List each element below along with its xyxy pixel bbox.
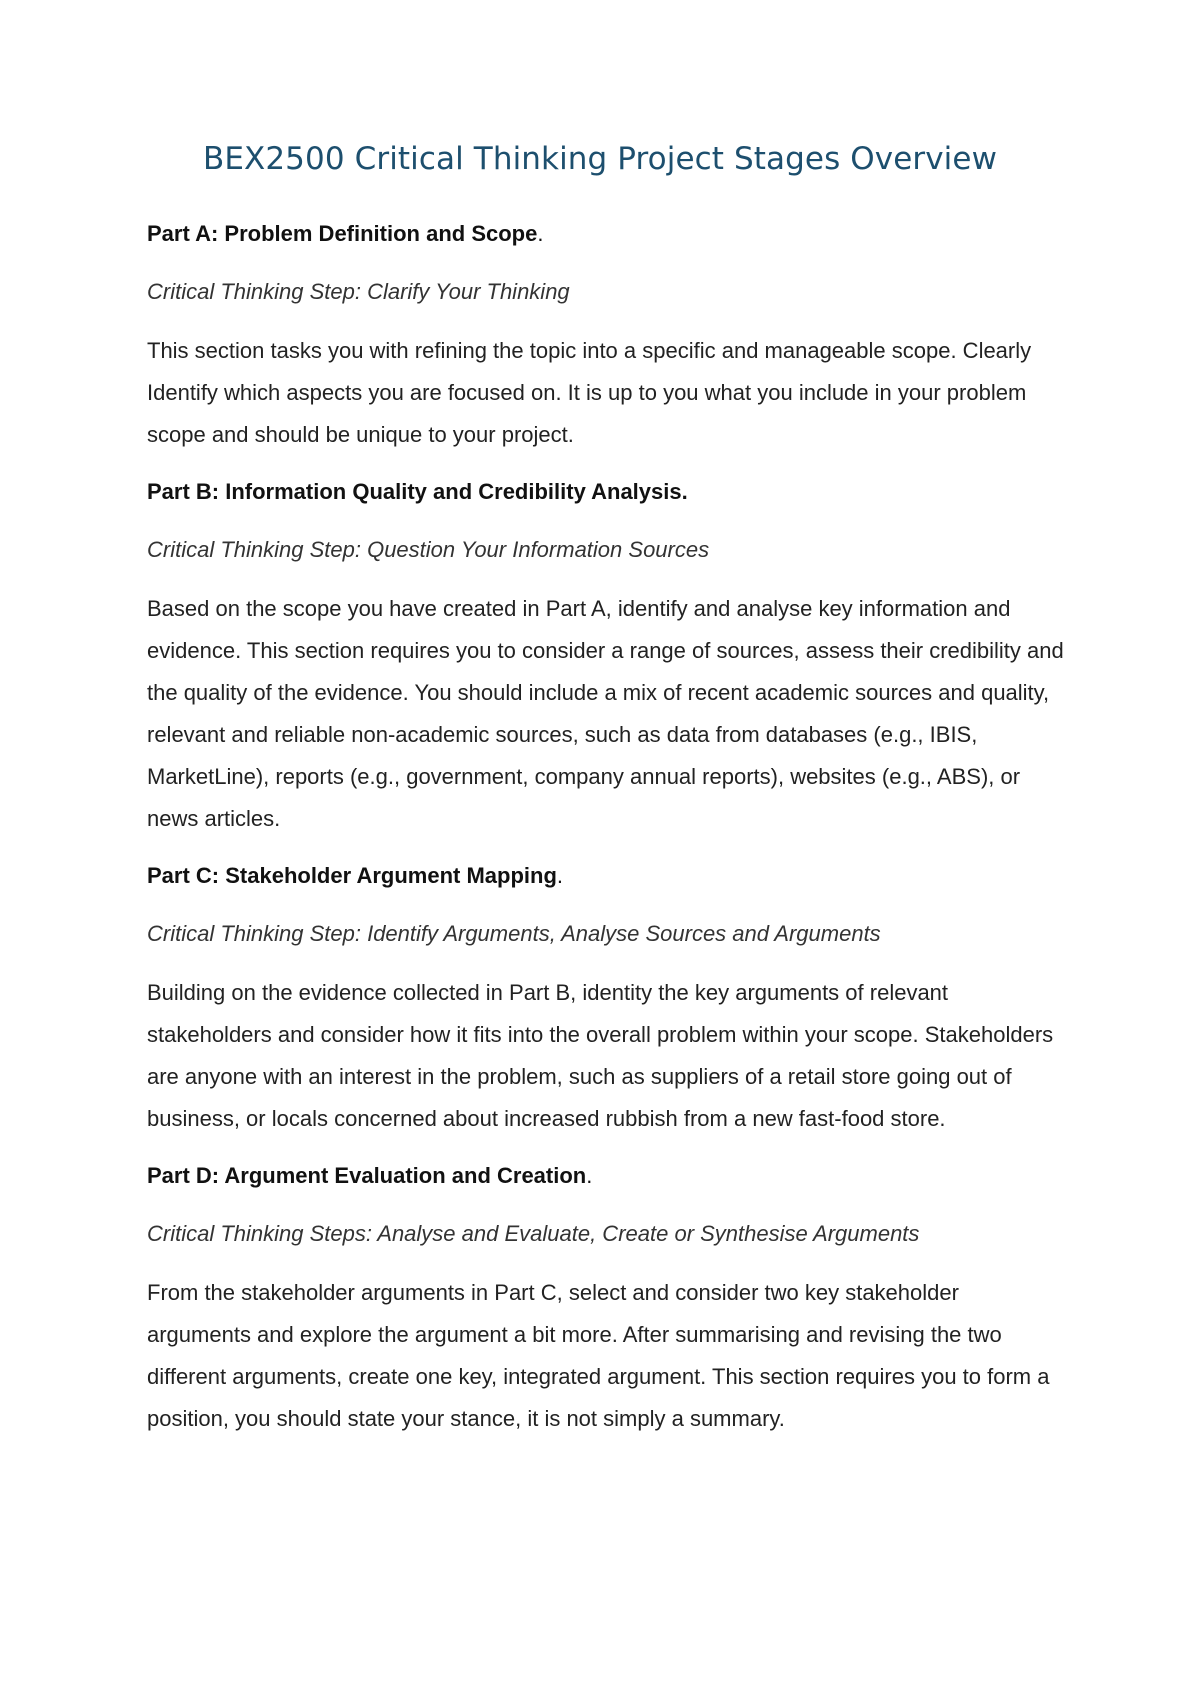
section-heading xyxy=(147,472,1067,512)
critical-thinking-step: Critical Thinking Step: Question Your Information Sources xyxy=(147,537,710,562)
section-heading-tail: . xyxy=(586,1163,593,1188)
section-heading-text: Part A: Problem Definition and Scope xyxy=(147,221,538,246)
section-part-b xyxy=(147,472,1067,840)
section-body: Based on the scope you have created in Part A, identify and analyse key information and evidence. This section requires you to consider a range of sources, assess their credibility and the quality of the evidence. You should include a mix of recent academic sources and quality, relevant and reliable non-academic sources, such as data from databases (e.g., IBIS, MarketLine), reports (e.g., government, company annual reports), websites (e.g., ABS), or news articles. xyxy=(147,596,1064,831)
section-part-d xyxy=(147,1156,1067,1440)
section-heading-tail: . xyxy=(556,863,564,888)
section-body: Building on the evidence collected in Part B, identity the key arguments of relevant stakeholders and consider how it fits into the overall problem within your scope. Stakeholders are anyone with an interest in the problem, such as suppliers of a retail store going out of business, or locals concerned about increased rubbish from a new fast-food store. xyxy=(147,980,1054,1131)
section-part-c xyxy=(147,856,1067,1140)
section-heading xyxy=(147,856,1067,896)
document-body xyxy=(147,214,1067,1456)
section-heading xyxy=(147,214,1067,254)
document-title: BEX2500 Critical Thinking Project Stages Overview xyxy=(202,141,998,177)
section-heading-text: Part C: Stakeholder Argument Mapping xyxy=(147,863,557,888)
section-heading xyxy=(147,1156,1067,1196)
critical-thinking-step: Critical Thinking Step: Clarify Your Thinking xyxy=(147,279,570,304)
section-heading-text: Part B: Information Quality and Credibility Analysis. xyxy=(147,479,688,504)
critical-thinking-step: Critical Thinking Step: Identify Arguments, Analyse Sources and Arguments xyxy=(147,921,881,946)
section-body: From the stakeholder arguments in Part C, select and consider two key stakeholder arguments and explore the argument a bit more. After summarising and revising the two different arguments, create one key, integrated argument. This section requires you to form a position, you should state your stance, it is not simply a summary. xyxy=(147,1280,1050,1431)
section-part-a xyxy=(147,214,1067,456)
section-heading-tail: . xyxy=(537,221,544,246)
section-heading-text: Part D: Argument Evaluation and Creation xyxy=(147,1163,587,1188)
section-body: This section tasks you with refining the topic into a specific and manageable scope. Clearly Identify which aspects you are focused on. It is up to you what you include in your problem scope and should be unique to your project. xyxy=(147,338,1032,447)
critical-thinking-step: Critical Thinking Steps: Analyse and Evaluate, Create or Synthesise Arguments xyxy=(147,1221,920,1246)
